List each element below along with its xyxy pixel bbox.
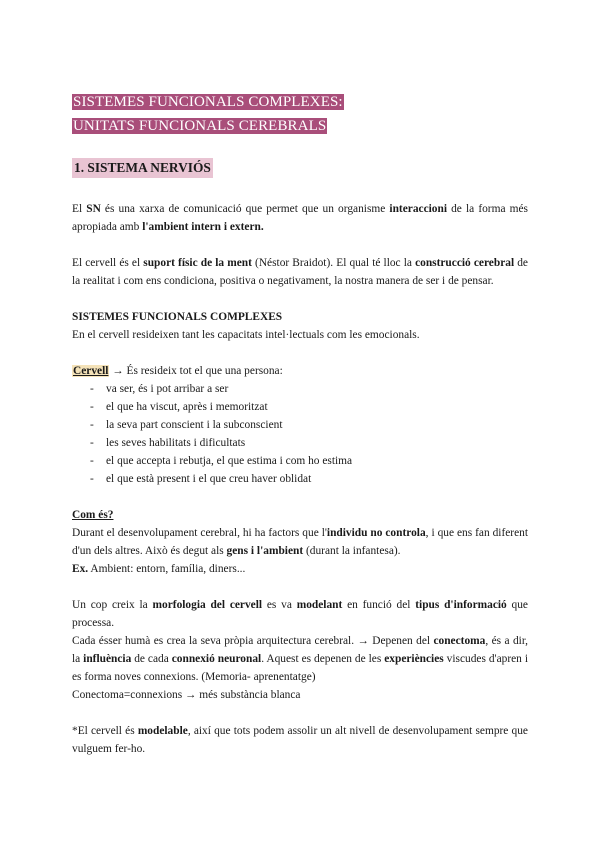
paragraph-arquitectura: Cada ésser humà es crea la seva pròpia arquitectura cerebral. → Depenen del conectoma, és a dir, la influència de cada connexió neuronal. Aquest es depenen de les experiències viscudes d'apren i es forma noves connexions. (Memoria- aprenentatge) [72,635,528,683]
list-item: - va ser, és i pot arribar a ser [90,380,528,398]
paragraph-desenvolupament: Durant el desenvolupament cerebral, hi ha factors que l'individu no controla, i que ens fan diferent d'un dels altres. Això és degut als gens i l'ambient (durant la infantesa). [72,527,529,557]
paragraph-capacitats: En el cervell resideixen tant les capacitats intel·lectuals com les emocionals. [72,329,420,341]
paragraph-cervell-suport: El cervell és el suport físic de la ment (Néstor Braidot). El qual té lloc la construcció cerebral de la realitat i com ens condiciona, positiva o negativament, la nostra manera de ser i de pensar. [72,257,528,287]
section-heading-sistema-nervios: 1. SISTEMA NERVIÓS [72,158,213,178]
list-item: - el que ha viscut, après i memoritzat [90,398,528,416]
document-title [72,90,528,138]
paragraph-cervell-resideix: Cervell → És resideix tot el que una persona: [73,365,283,377]
subheading-com-es: Com és? [72,509,114,521]
list-item: - les seves habilitats i dificultats [90,434,528,452]
paragraph-exemple: Ex. Ambient: entorn, família, diners... [72,563,246,575]
cervell-list [72,380,528,488]
paragraph-sn-definition: El SN és una xarxa de comunicació que permet que un organisme interaccioni de la forma més apropiada amb l'ambient intern i extern. [72,203,528,233]
paragraph-morfologia: Un cop creix la morfologia del cervell es va modelant en funció del tipus d'informació que processa. [72,599,528,629]
paragraph-modelable-note: *El cervell és modelable, així que tots podem assolir un alt nivell de desenvolupament sempre que vulguem fer-ho. [72,725,528,755]
paragraph-conectoma: Conectoma=connexions → més substància blanca [72,689,301,701]
cervell-highlight: Cervell [73,365,109,377]
list-item: - la seva part conscient i la subconscient [90,416,528,434]
list-item: - el que accepta i rebutja, el que estima i com ho estima [90,452,528,470]
title-line-1: SISTEMES FUNCIONALS COMPLEXES: [73,94,343,110]
list-item: - el que està present i el que creu haver oblidat [90,470,528,488]
title-line-2: UNITATS FUNCIONALS CEREBRALS [73,118,327,134]
subheading-sistemes-funcionals: SISTEMES FUNCIONALS COMPLEXES [72,311,283,323]
